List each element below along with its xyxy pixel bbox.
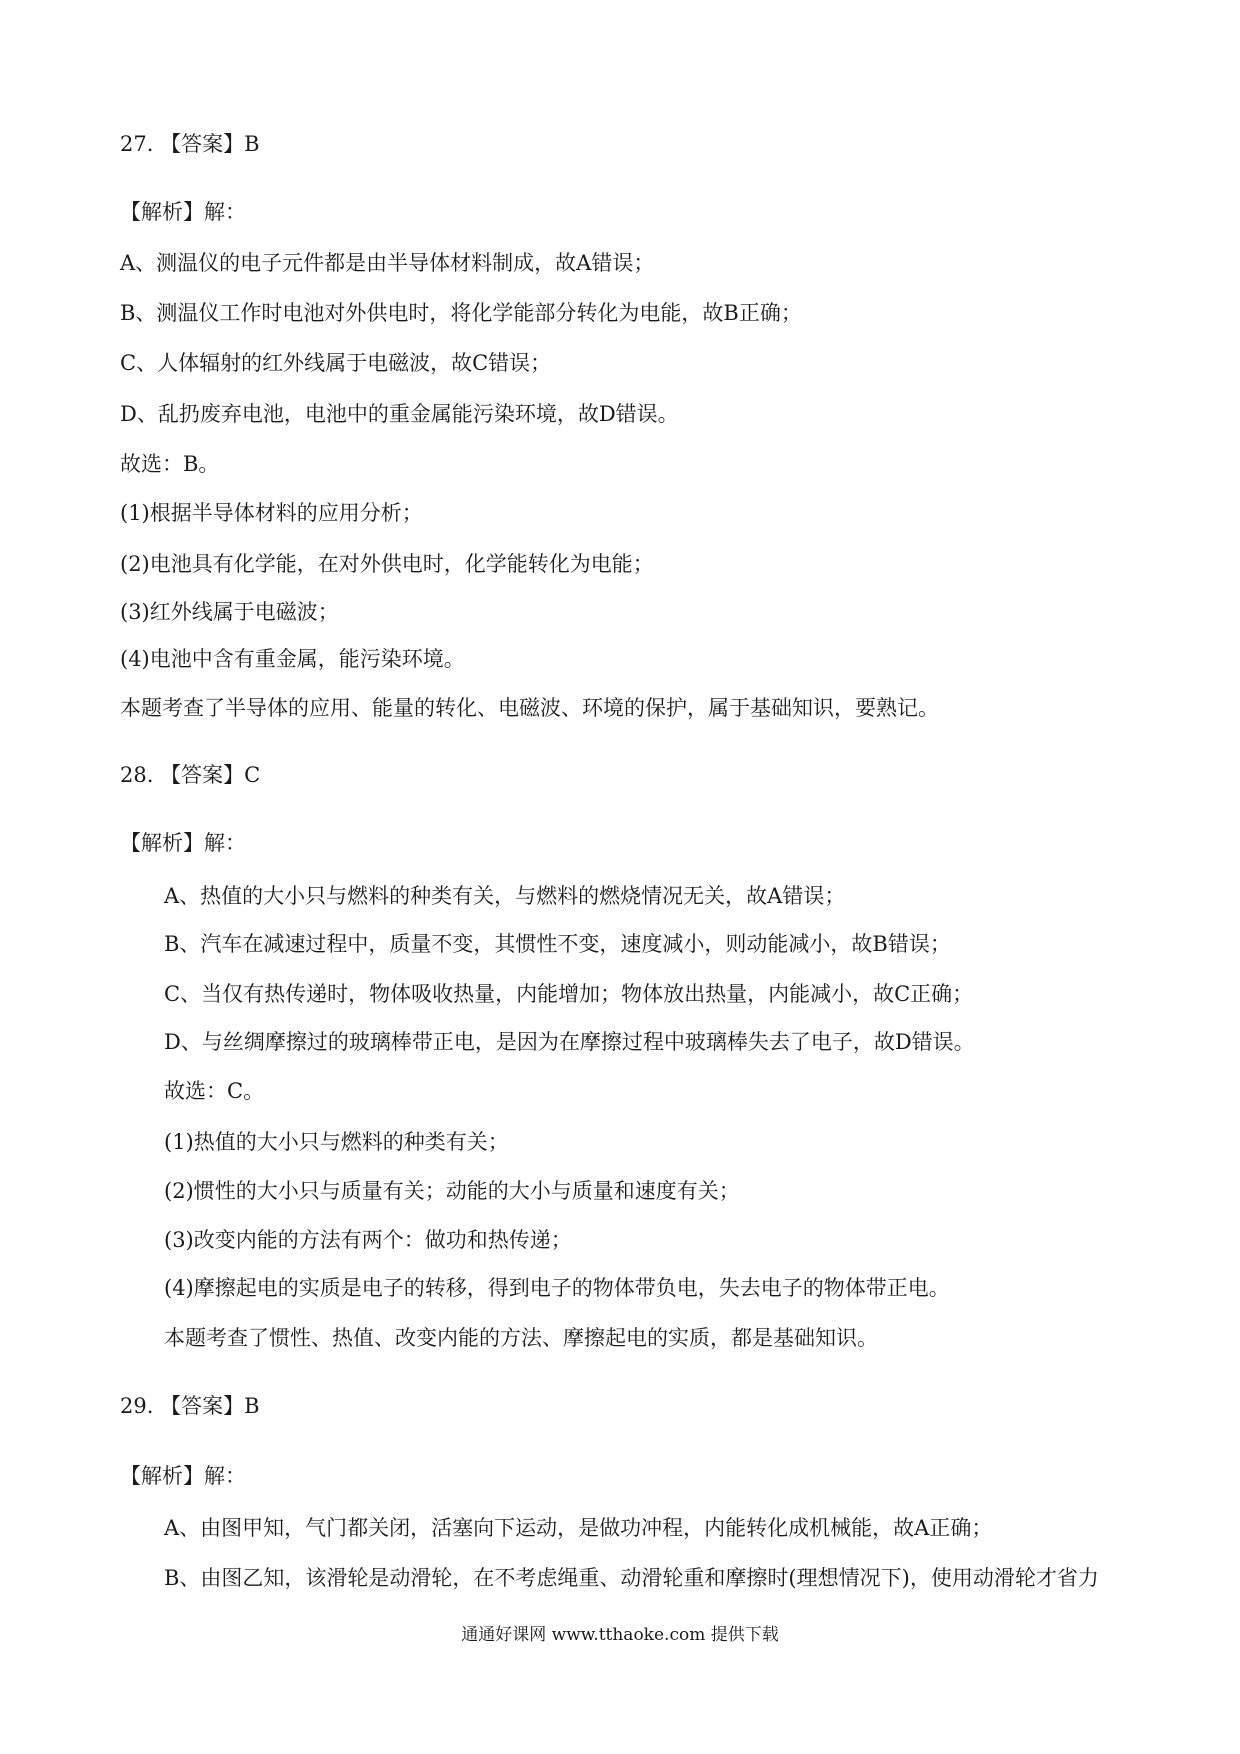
page-footer: 通通好课网 www.tthaoke.com 提供下载 xyxy=(461,1625,779,1645)
q27-line: (3)红外线属于电磁波； xyxy=(120,600,339,624)
q27-line: (4)电池中含有重金属，能污染环境。 xyxy=(120,647,465,671)
q29-answer: 29. 【答案】B xyxy=(120,1394,260,1418)
q27-line: C、人体辐射的红外线属于电磁波，故C错误； xyxy=(120,351,552,375)
q29-analysis-heading: 【解析】解： xyxy=(120,1464,246,1488)
q28-line: 本题考查了惯性、热值、改变内能的方法、摩擦起电的实质，都是基础知识。 xyxy=(164,1326,878,1350)
q28-line: (4)摩擦起电的实质是电子的转移，得到电子的物体带负电，失去电子的物体带正电。 xyxy=(164,1276,950,1300)
q28-line: A、热值的大小只与燃料的种类有关，与燃料的燃烧情况无关，故A错误； xyxy=(164,884,846,908)
q28-analysis-heading: 【解析】解： xyxy=(120,831,246,855)
q28-line: C、当仅有热传递时，物体吸收热量，内能增加；物体放出热量，内能减小，故C正确； xyxy=(164,982,974,1006)
q27-line: A、测温仪的电子元件都是由半导体材料制成，故A错误； xyxy=(120,251,655,275)
q28-line: (1)热值的大小只与燃料的种类有关； xyxy=(164,1130,509,1154)
q27-line: D、乱扔废弃电池，电池中的重金属能污染环境，故D错误。 xyxy=(120,402,679,426)
q27-line: 本题考查了半导体的应用、能量的转化、电磁波、环境的保护，属于基础知识，要熟记。 xyxy=(120,696,939,720)
q28-line: (2)惯性的大小只与质量有关；动能的大小与质量和速度有关； xyxy=(164,1179,740,1203)
q28-line: 故选：C。 xyxy=(164,1079,265,1103)
q27-line: 故选：B。 xyxy=(120,452,220,476)
q28-line: (3)改变内能的方法有两个：做功和热传递； xyxy=(164,1228,572,1252)
q27-analysis-heading: 【解析】解： xyxy=(120,200,246,224)
q27-line: (2)电池具有化学能，在对外供电时，化学能转化为电能； xyxy=(120,552,654,576)
q29-line: A、由图甲知，气门都关闭，活塞向下运动，是做功冲程，内能转化成机械能，故A正确； xyxy=(164,1516,993,1540)
q29-line: B、由图乙知，该滑轮是动滑轮，在不考虑绳重、动滑轮重和摩擦时(理想情况下)，使用动滑轮才省力 xyxy=(164,1566,1099,1590)
q27-line: (1)根据半导体材料的应用分析； xyxy=(120,501,423,525)
q27-line: B、测温仪工作时电池对外供电时，将化学能部分转化为电能，故B正确； xyxy=(120,301,802,325)
q28-answer: 28. 【答案】C xyxy=(120,763,261,787)
q27-answer: 27. 【答案】B xyxy=(120,132,260,156)
q28-line: B、汽车在减速过程中，质量不变，其惯性不变，速度减小，则动能减小，故B错误； xyxy=(164,932,951,956)
q28-line: D、与丝绸摩擦过的玻璃棒带正电，是因为在摩擦过程中玻璃棒失去了电子，故D错误。 xyxy=(164,1030,975,1054)
